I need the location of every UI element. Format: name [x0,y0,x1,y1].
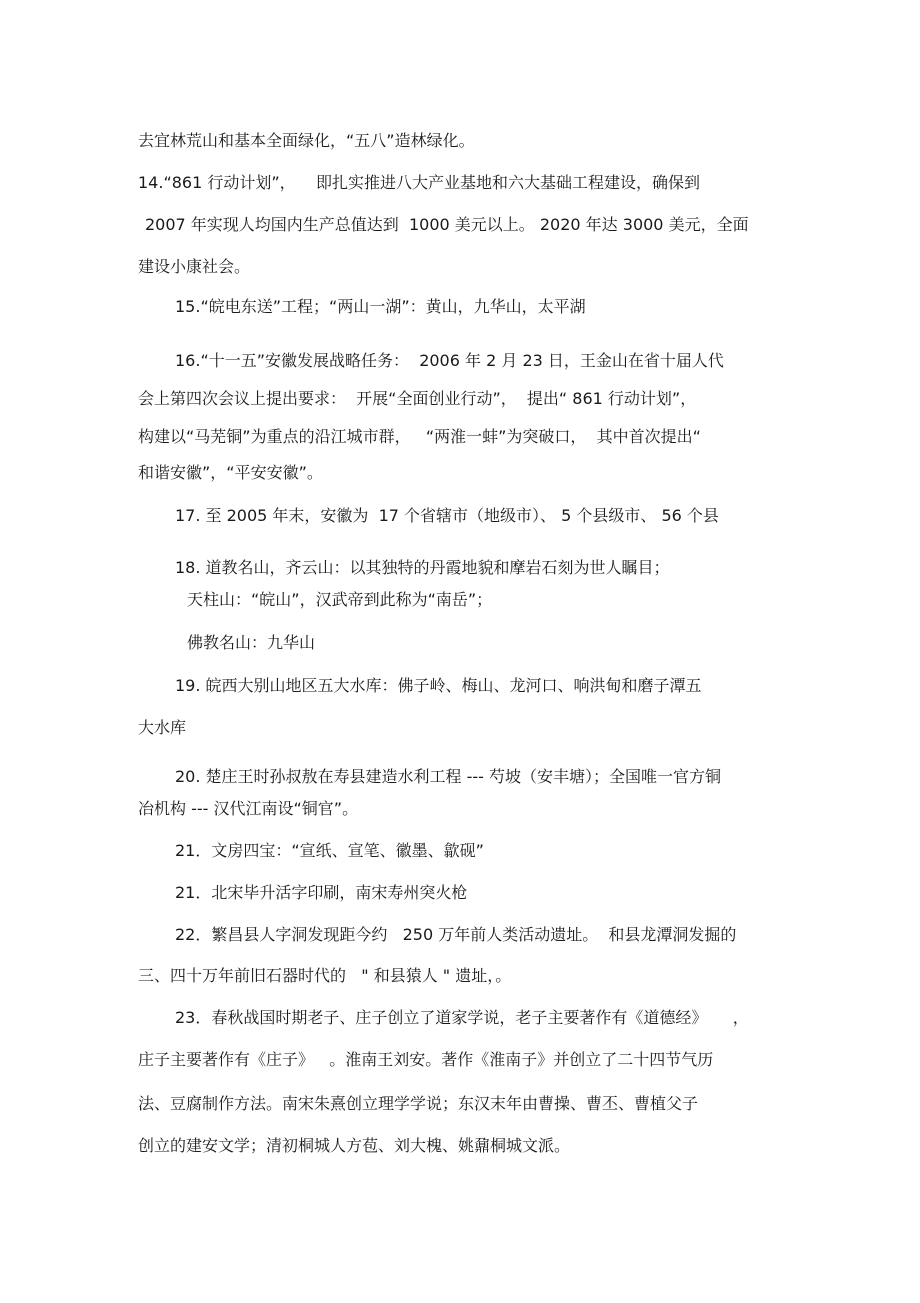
text-line-20: 22．繁昌县人字洞发现距今约 250 万年前人类活动遗址。 和县龙潭洞发掘的 [175,925,737,944]
text-line-11: 18. 道教名山，齐云山：以其独特的丹霞地貌和摩岩石刻为世人瞩目； [175,558,670,577]
text-line-21: 三、四十万年前旧石器时代的 " 和县猿人 " 遗址，。 [138,966,512,985]
text-line-23: 庄子主要著作有《庄子》 。淮南王刘安。著作《淮南子》并创立了二十四节气历 [138,1050,714,1069]
text-line-24: 法、豆腐制作方法。南宋朱熹创立理学学说；东汉末年由曹操、曹丕、曹植父子 [138,1094,699,1113]
text-line-17: 冶机构 --- 汉代江南设“铜官”。 [138,799,359,818]
text-line-5: 15.“皖电东送”工程；“两山一湖”：黄山，九华山，太平湖 [175,297,586,316]
text-line-16: 20. 楚庄王时孙叔敖在寿县建造水利工程 --- 芍坡（安丰塘）；全国唯一官方铜 [175,767,722,786]
text-line-6: 16.“十一五”安徽发展战略任务： 2006 年 2 月 23 日，王金山在省十届人代 [175,351,724,370]
text-line-22: 23．春秋战国时期老子、庄子创立了道家学说，老子主要著作有《道德经》 ， [175,1008,749,1027]
text-line-9: 和谐安徽”，“平安安徽”。 [138,463,323,482]
text-line-12: 天柱山：“皖山”，汉武帝到此称为“南岳”； [187,590,493,609]
text-line-19: 21．北宋毕升活字印刷，南宋寿州突火枪 [175,883,468,902]
text-line-15: 大水库 [138,718,187,737]
text-line-25: 创立的建安文学；清初桐城人方苞、刘大槐、姚鼐桐城文派。 [138,1136,571,1155]
text-line-10: 17. 至 2005 年末，安徽为 17 个省辖市（地级市）、 5 个县级市、 56 个县 [175,506,719,525]
text-line-13: 佛教名山：九华山 [187,633,316,652]
text-line-18: 21．文房四宝：“宣纸、宣笔、徽墨、歙砚” [175,841,484,860]
text-line-4: 建设小康社会。 [138,257,251,276]
text-line-1: 去宜林荒山和基本全面绿化，“五八”造林绿化。 [138,131,475,150]
text-line-8: 构建以“马芜铜”为重点的沿江城市群， “两淮一蚌”为突破口， 其中首次提出“ [138,427,701,446]
text-line-2: 14.“861 行动计划”， 即扎实推进八大产业基地和六大基础工程建设，确保到 [138,173,700,192]
text-line-7: 会上第四次会议上提出要求： 开展“全面创业行动”， 提出“ 861 行动计划”， [138,389,697,408]
text-line-14: 19. 皖西大别山地区五大水库：佛子岭、梅山、龙河口、响洪甸和磨子潭五 [175,676,702,695]
text-line-3: 2007 年实现人均国内生产总值达到 1000 美元以上。 2020 年达 3000 美元，全面 [145,215,749,234]
